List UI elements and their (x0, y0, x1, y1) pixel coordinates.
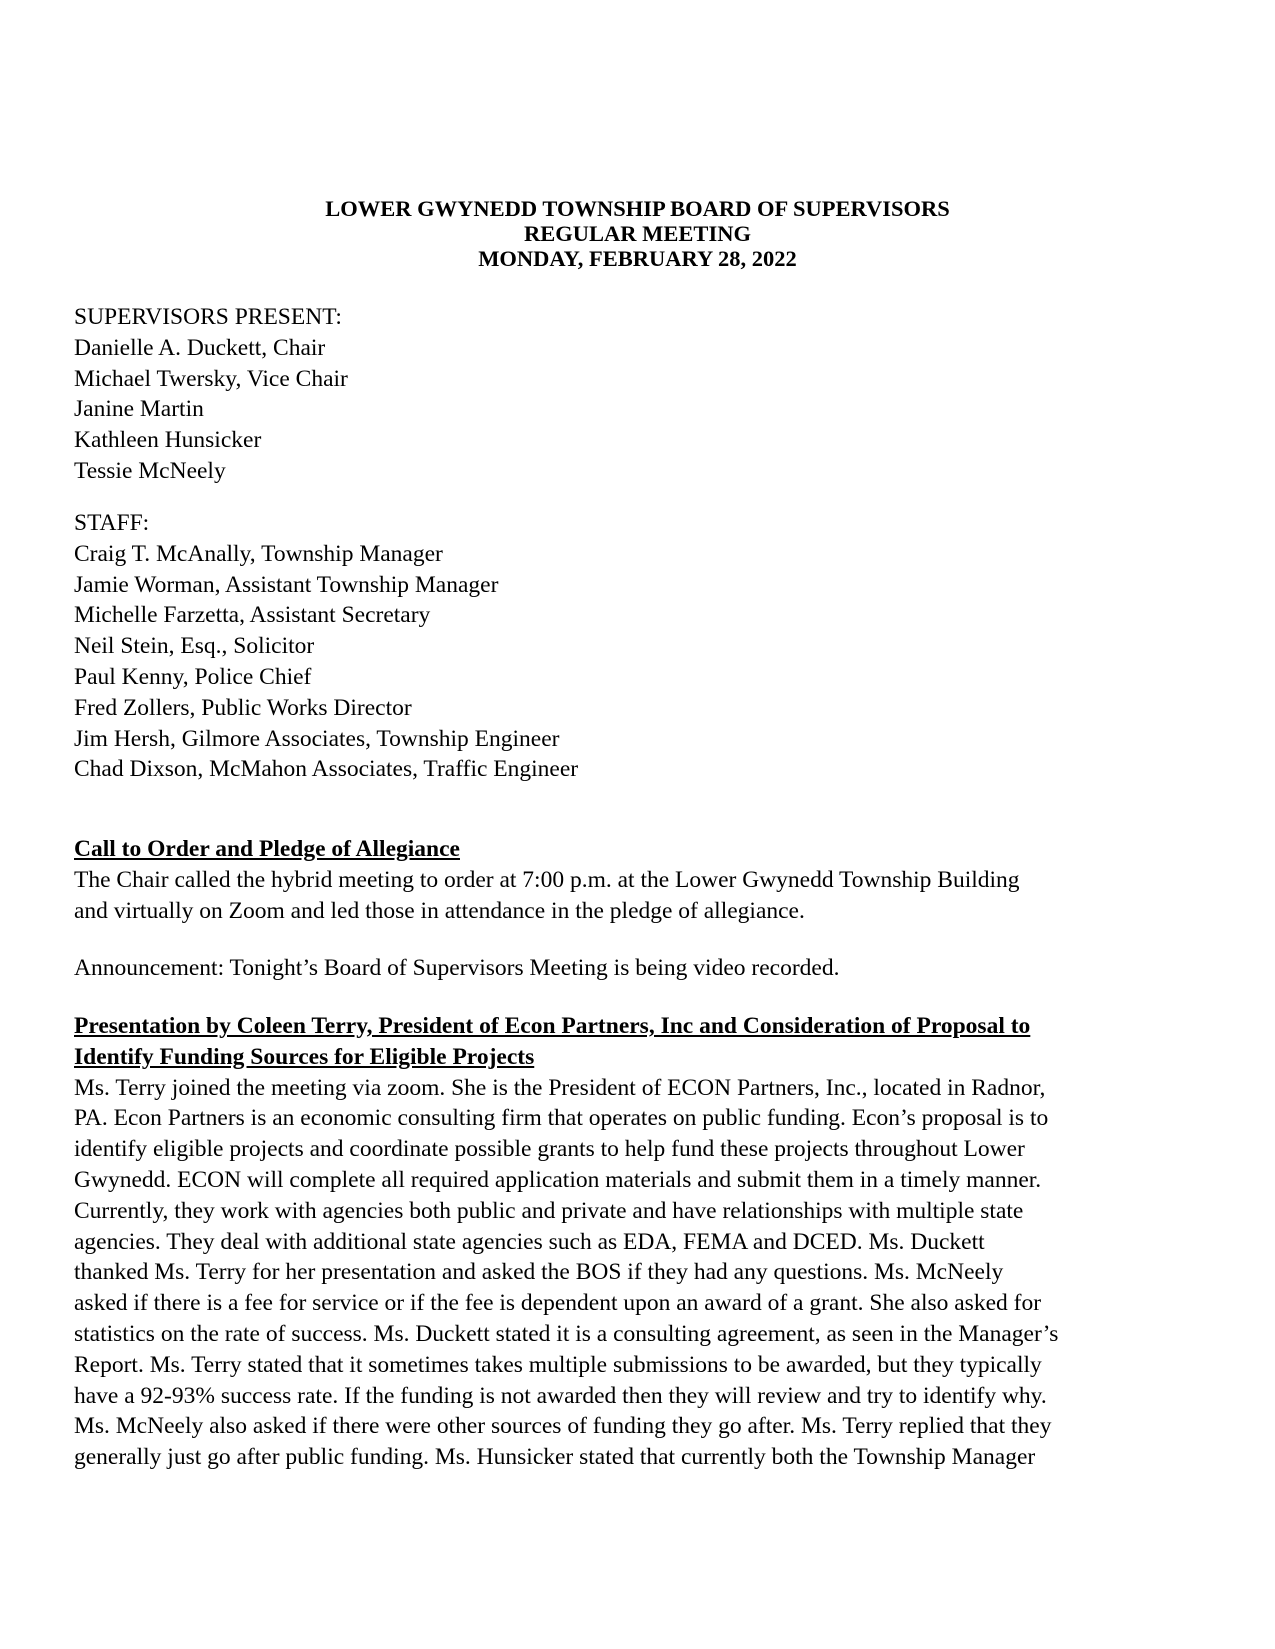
staff-item: Neil Stein, Esq., Solicitor (74, 633, 315, 660)
staff-item: Fred Zollers, Public Works Director (74, 694, 412, 721)
presentation-text: thanked Ms. Terry for her presentation and asked the BOS if they had any questions. Ms. McNeely (74, 1259, 1004, 1286)
call-to-order-section (74, 834, 1204, 926)
supervisor-item: Janine Martin (74, 396, 204, 423)
presentation-text: Ms. McNeely also asked if there were other sources of funding they go after. Ms. Terry replied that they (74, 1413, 1052, 1440)
supervisor-item: Michael Twersky, Vice Chair (74, 365, 348, 392)
presentation-heading: Presentation by Coleen Terry, President of Econ Partners, Inc and Consideration of Proposal to (74, 1013, 1031, 1039)
staff-item: Craig T. McAnally, Township Manager (74, 540, 443, 567)
call-to-order-heading: Call to Order and Pledge of Allegiance (74, 836, 460, 862)
announcement-text: Announcement: Tonight’s Board of Supervisors Meeting is being video recorded. (74, 955, 840, 981)
staff-item: Jamie Worman, Assistant Township Manager (74, 571, 499, 598)
presentation-text: identify eligible projects and coordinate possible grants to help fund these projects throughout Lower (74, 1136, 1025, 1163)
presentation-text: generally just go after public funding. Ms. Hunsicker stated that currently both the Township Manager (74, 1444, 1036, 1471)
staff-section (74, 508, 1204, 785)
header-date: MONDAY, FEBRUARY 28, 2022 (478, 246, 797, 271)
staff-item: Jim Hersh, Gilmore Associates, Township Engineer (74, 725, 560, 752)
supervisors-section (74, 302, 1204, 487)
supervisors-label: SUPERVISORS PRESENT: (74, 304, 342, 330)
call-to-order-text: and virtually on Zoom and led those in attendance in the pledge of allegiance. (74, 897, 805, 924)
presentation-text: Currently, they work with agencies both public and private and have relationships with multiple state (74, 1197, 1024, 1224)
header-title: LOWER GWYNEDD TOWNSHIP BOARD OF SUPERVISORS (325, 196, 950, 221)
presentation-text: agencies. They deal with additional state agencies such as EDA, FEMA and DCED. Ms. Duckett (74, 1228, 985, 1255)
presentation-text: PA. Econ Partners is an economic consulting firm that operates on public funding. Econ’s proposal is to (74, 1105, 1049, 1132)
announcement-section (74, 953, 1204, 984)
presentation-section (74, 1011, 1204, 1473)
document-header (0, 196, 1275, 271)
staff-item: Chad Dixson, McMahon Associates, Traffic Engineer (74, 756, 579, 783)
presentation-text: have a 92-93% success rate. If the funding is not awarded then they will review and try to identify why. (74, 1382, 1047, 1409)
supervisor-item: Kathleen Hunsicker (74, 427, 262, 454)
call-to-order-text: The Chair called the hybrid meeting to order at 7:00 p.m. at the Lower Gwynedd Township Building (74, 866, 1020, 893)
supervisor-item: Tessie McNeely (74, 457, 226, 484)
presentation-text: statistics on the rate of success. Ms. Duckett stated it is a consulting agreement, as seen in the Manager’s (74, 1320, 1059, 1347)
presentation-text: Report. Ms. Terry stated that it sometimes takes multiple submissions to be awarded, but they typically (74, 1351, 1042, 1378)
presentation-text: Ms. Terry joined the meeting via zoom. She is the President of ECON Partners, Inc., located in Radnor, (74, 1074, 1046, 1101)
presentation-heading: Identify Funding Sources for Eligible Projects (74, 1043, 535, 1070)
presentation-text: asked if there is a fee for service or if the fee is dependent upon an award of a grant. She also asked for (74, 1290, 1042, 1317)
supervisor-item: Danielle A. Duckett, Chair (74, 334, 326, 361)
header-meeting-type: REGULAR MEETING (524, 221, 751, 246)
staff-label: STAFF: (74, 510, 150, 536)
presentation-text: Gwynedd. ECON will complete all required application materials and submit them in a timely manner. (74, 1166, 1042, 1193)
staff-item: Michelle Farzetta, Assistant Secretary (74, 602, 431, 629)
staff-item: Paul Kenny, Police Chief (74, 663, 312, 690)
